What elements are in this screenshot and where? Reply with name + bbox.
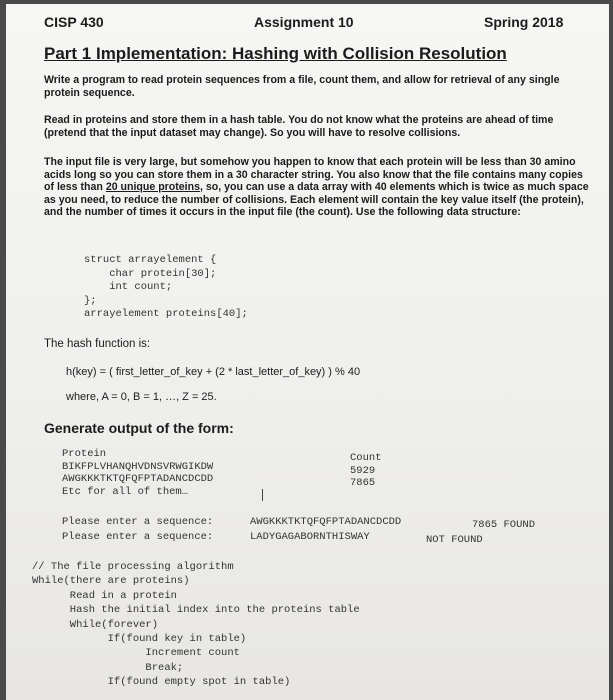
algorithm-code: // The file processing algorithm While(there are proteins) Read in a protein Hash the initial index into the proteins table While(forever) If(found key in table) Increment count Break; If(found empty spot in table) <box>32 561 360 689</box>
paragraph-3 <box>44 156 589 219</box>
paragraph-3-before: The input file is very large, but somehow you happen to know that each protein will be less than 30 amino acids long so you can store them in a 30 character string. You also know that the file contains many copies of less than <box>44 156 583 193</box>
output-heading: Generate output of the form: <box>44 420 234 436</box>
paragraph-1: Write a program to read protein sequences from a file, count them, and allow for retrieval of any single protein sequence. <box>44 74 560 99</box>
prompt-1: Please enter a sequence: <box>62 516 214 528</box>
assignment-title: Assignment 10 <box>254 14 354 30</box>
output-protein-header: Protein <box>62 448 107 460</box>
text-cursor-icon <box>262 489 263 501</box>
prompt-2-input: LADYGAGABORNTHISWAY <box>250 531 370 543</box>
prompt-2-result: NOT FOUND <box>426 534 483 546</box>
hash-function: h(key) = ( first_letter_of_key + (2 * last_letter_of_key) ) % 40 <box>66 366 361 378</box>
output-protein-row-2: AWGKKKTKTQFQFPTADANCDCDD <box>62 473 214 485</box>
output-count-row-2: 7865 <box>350 477 376 489</box>
hash-function-label: The hash function is: <box>44 338 151 350</box>
document-page <box>6 4 609 700</box>
output-etc: Etc for all of them… <box>62 485 189 498</box>
part-heading: Part 1 Implementation: Hashing with Collision Resolution <box>44 44 507 63</box>
term: Spring 2018 <box>484 14 564 30</box>
prompt-1-result: 7865 FOUND <box>472 519 536 531</box>
output-protein-column <box>62 448 213 498</box>
output-count-header: Count <box>350 452 382 464</box>
prompt-2: Please enter a sequence: <box>62 531 214 543</box>
paragraph-3-underlined: 20 unique proteins <box>105 181 200 193</box>
paragraph-3-after: , so, you can use a data array with 40 elements which is twice as much space as you need, to reduce the number of collisions. Each element will contain the key value itself (the protein), and the number of times it occurs in the input file (the count). Use the following data structure: <box>44 181 589 218</box>
paragraph-2: Read in proteins and store them in a hash table. You do not know what the proteins are ahead of time (pretend that the input dataset may change). So you will have to resolve collisions. <box>44 114 554 139</box>
struct-code: struct arrayelement { char protein[30]; int count; }; arrayelement proteins[40]; <box>84 254 248 320</box>
course-code: CISP 430 <box>44 14 104 30</box>
output-count-column <box>350 452 382 490</box>
output-count-row-1: 5929 <box>350 464 376 477</box>
prompt-1-input: AWGKKKTKTQFQFPTADANCDCDD <box>250 516 402 528</box>
hash-where: where, A = 0, B = 1, …, Z = 25. <box>66 391 217 403</box>
output-protein-row-1: BIKFPLVHANQHVDNSVRWGIKDW <box>62 460 214 473</box>
